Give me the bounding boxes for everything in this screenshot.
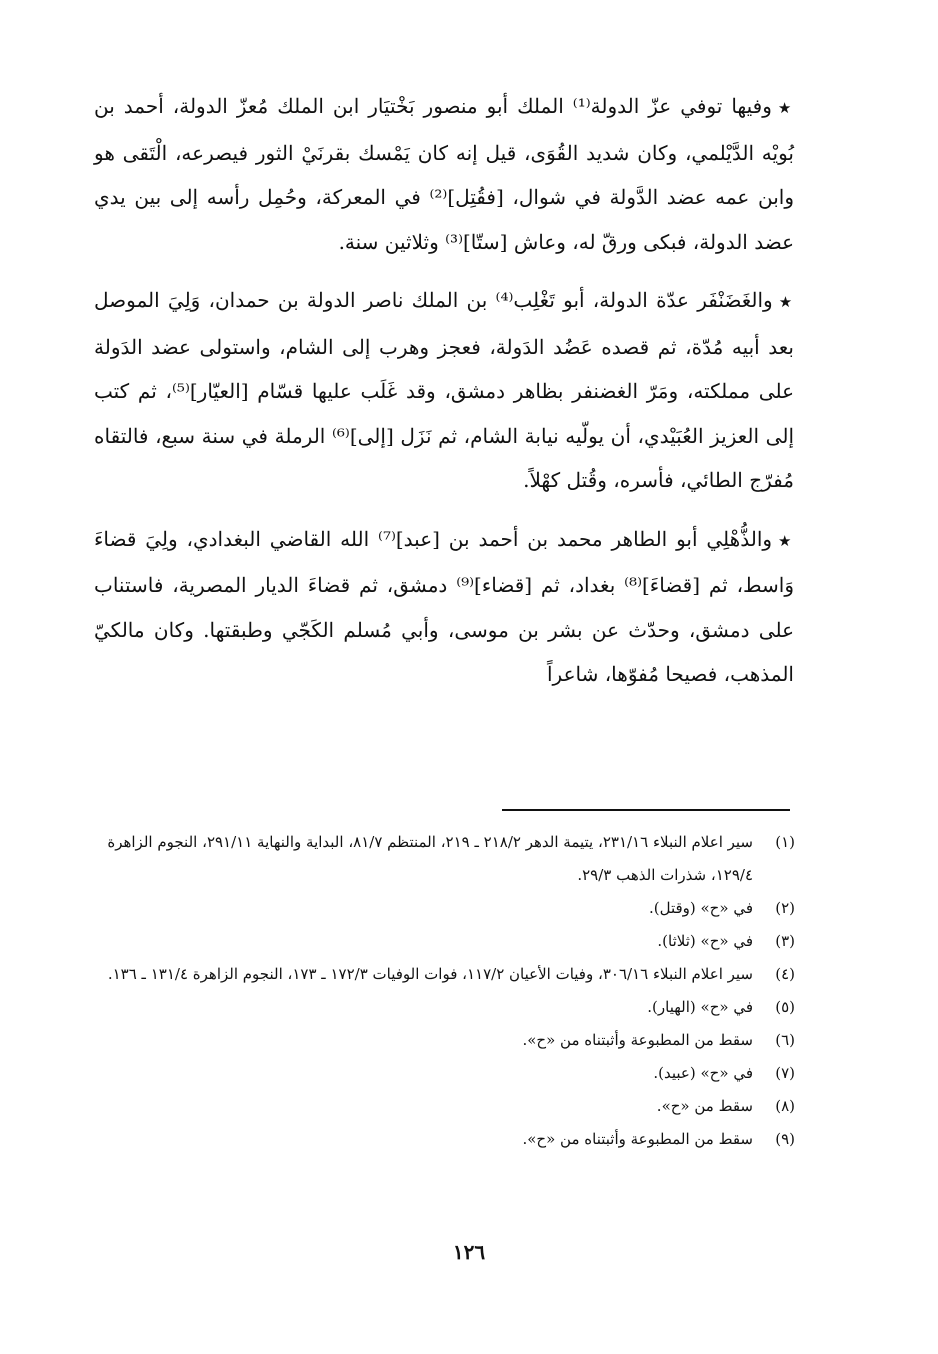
footnote-number: (٩) <box>775 1130 795 1148</box>
footnote-number: (٨) <box>775 1097 795 1115</box>
footnotes <box>90 826 795 1156</box>
footnote-text: في «ح» (ثلاثا). <box>657 932 753 950</box>
footnote-text: سير اعلام النبلاء ٣٠٦/١٦، وفيات الأعيان ١١٧/٢، فوات الوفيات ١٧٢/٣ ـ ١٧٣، النجوم الزاهرة ١٣١/٤ ـ ١٣٦. <box>107 965 753 983</box>
footnote-8 <box>90 1090 795 1123</box>
footnote-separator <box>502 809 790 811</box>
footnote-2 <box>90 892 795 925</box>
paragraph-text: والذُّهْلِي أبو الطاهر محمد بن أحمد بن [عبد]⁽⁷⁾ الله القاضي البغدادي، ولِيَ قضاءَ وَاسط، ثم [قضاءَ]⁽⁸⁾ بغداد، ثم [قضاء]⁽⁹⁾ دمشق، ثم قضاءَ الديار المصرية، فاستناب على دمشق، وحدّث عن بشر بن موسى، وأبي مُسلم الكَجّي وطبقتها. وكان مالكيّ المذهب، فصيحا مُفوّها، شاعراً <box>94 526 794 686</box>
footnote-text: سير اعلام النبلاء ٢٣١/١٦، يتيمة الدهر ٢١٨/٢ ـ ٢١٩، المنتظم ٨١/٧، البداية والنهاية ٢٩١/١١، النجوم الزاهرة ١٢٩/٤، شذرات الذهب ٢٩/٣. <box>107 833 753 884</box>
footnote-number: (٢) <box>775 899 795 917</box>
main-text <box>94 84 794 711</box>
footnote-9 <box>90 1123 795 1156</box>
footnote-text: سقط من «ح». <box>656 1097 753 1115</box>
footnote-number: (٧) <box>775 1064 795 1082</box>
footnote-7 <box>90 1057 795 1090</box>
star-marker-icon: ★ <box>777 99 794 117</box>
footnote-text: في «ح» (عبيد). <box>653 1064 753 1082</box>
footnote-number: (٦) <box>775 1031 795 1049</box>
footnote-number: (٥) <box>775 998 795 1016</box>
entry-paragraph-1 <box>94 84 794 264</box>
footnote-number: (٤) <box>775 965 795 983</box>
footnote-text: سقط من المطبوعة وأثبتناه من «ح». <box>522 1031 753 1049</box>
entry-paragraph-2 <box>94 278 794 503</box>
footnote-text: في «ح» (وقتل). <box>648 899 753 917</box>
entry-paragraph-3 <box>94 517 794 697</box>
footnote-number: (١) <box>775 833 795 851</box>
paragraph-text: وفيها توفي عزّ الدولة⁽¹⁾ الملك أبو منصور بَخْتيَار ابن الملك مُعزّ الدولة، أحمد بن بُويْه الدَّيْلمي، وكان شديد القُوَى، قيل إنه كان يَمْسك بقرنَيْ الثور فيصرعه، الْتَقى هو وابن عمه عضد الدَّولة في شوال، [فقُتِل]⁽²⁾ في المعركة، وحُمِل رأسه إلى بين يدي عضد الدولة، فبكى ورقّ له، وعاش [ستّا]⁽³⁾ وثلاثين سنة. <box>94 94 794 254</box>
page-number: ١٢٦ <box>452 1240 486 1264</box>
footnote-4 <box>90 958 795 991</box>
footnote-6 <box>90 1024 795 1057</box>
footnote-text: سقط من المطبوعة وأثبتناه من «ح». <box>522 1130 753 1148</box>
paragraph-text: والغَضَنْفَر عدّة الدولة، أبو تَغْلِب⁽⁴⁾ بن الملك ناصر الدولة بن حمدان، وَلِيَ الموصل بعد أبيه مُدّة، ثم قصده عَضُد الدَولة، فعجز وهرب إلى الشام، واستولى عضد الدَولة على مملكته، ومَرّ الغضنفر بظاهر دمشق، وقد غَلَب عليها قسّام [العيّار]⁽⁵⁾، ثم كتب إلى العزيز العُبَيْدي، أن يولّيه نيابة الشام، ثم نَزَل [إلى]⁽⁶⁾ الرملة في سنة سبع، فالتقاه مُفرّج الطائي، فأسره، وقُتل كهْلاً. <box>94 288 795 492</box>
footnote-3 <box>90 925 795 958</box>
star-marker-icon: ★ <box>778 293 795 311</box>
footnote-1 <box>90 826 795 892</box>
footnote-5 <box>90 991 795 1024</box>
star-marker-icon: ★ <box>778 531 794 550</box>
footnote-number: (٣) <box>775 932 795 950</box>
footnote-text: في «ح» (الهيار). <box>647 998 753 1016</box>
